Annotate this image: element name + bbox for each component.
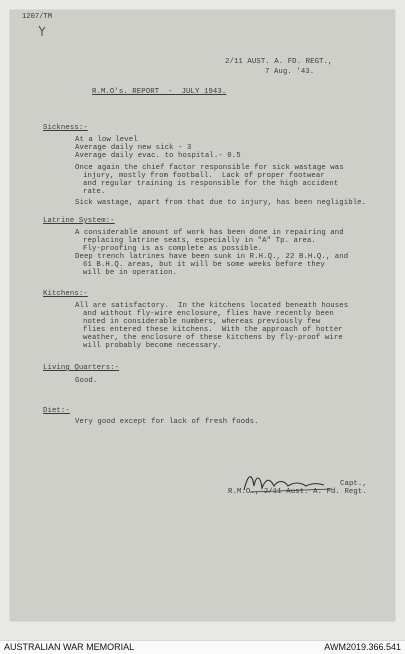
- handwritten-mark: [37, 24, 47, 38]
- diet-heading: Diet:-: [43, 407, 70, 415]
- kitchens-heading: Kitchens:-: [43, 290, 88, 298]
- kitchens-paragraph-line: noted in considerable numbers, whereas previously few: [83, 318, 321, 326]
- sickness-paragraph-line: and regular training is responsible for the high accident: [83, 180, 339, 188]
- sickness-line: At a low level: [75, 136, 138, 144]
- sickness-paragraph-line: Once again the chief factor responsible for sick wastage was: [75, 164, 344, 172]
- sickness-heading: Sickness:-: [43, 124, 88, 132]
- latrine-heading: Latrine System:-: [43, 217, 115, 225]
- living-quarters-text: Good.: [75, 377, 98, 385]
- latrine-paragraph-line: will be in operation.: [83, 269, 178, 277]
- sickness-line: Average daily evac. to hospital.- 0.5: [75, 152, 241, 160]
- unit-header: 2/11 AUST. A. FD. REGT.,: [225, 58, 333, 66]
- kitchens-paragraph-line: and without fly-wire enclosure, flies have recently been: [83, 310, 334, 318]
- latrine-paragraph-line: 61 B.H.Q. areas, but it will be some weeks before they: [83, 261, 325, 269]
- latrine-paragraph-line: replacing latrine seats, especially in "A" Tp. area.: [83, 237, 316, 245]
- signoff-line: R.M.O., 2/11 Aust. A. Fd. Regt.: [228, 488, 367, 496]
- accession-number: AWM2019.366.541: [324, 642, 401, 652]
- archive-footer: [0, 640, 405, 654]
- kitchens-paragraph-line: will probably become necessary.: [83, 342, 222, 350]
- living-quarters-heading: Living Quarters:-: [43, 364, 120, 372]
- latrine-paragraph-line: Deep trench latrines have been sunk in R.H.Q., 22 B.H.Q., and: [75, 253, 349, 261]
- signoff-rank: Capt.,: [340, 480, 367, 488]
- sickness-paragraph-line: injury, mostly from football. Lack of proper footwear: [83, 172, 325, 180]
- kitchens-paragraph-line: weather, the enclosure of these kitchens by fly-proof wire: [83, 334, 343, 342]
- archive-name: AUSTRALIAN WAR MEMORIAL: [4, 642, 135, 652]
- latrine-paragraph-line: A considerable amount of work has been done in repairing and: [75, 229, 344, 237]
- kitchens-paragraph-line: All are satisfactory. In the kitchens located beneath houses: [75, 302, 349, 310]
- document-sheet: [10, 10, 395, 621]
- file-reference: 1207/TM: [22, 13, 53, 21]
- report-title: R.M.O's. REPORT - JULY 1943.: [92, 88, 227, 96]
- sickness-line: Average daily new sick - 3: [75, 144, 192, 152]
- sickness-paragraph-line: rate.: [83, 188, 106, 196]
- latrine-paragraph-line: Fly-proofing is as complete as possible.: [83, 245, 263, 253]
- report-date: 7 Aug. '43.: [265, 68, 315, 76]
- diet-text: Very good except for lack of fresh foods.: [75, 418, 259, 426]
- kitchens-paragraph-line: flies entered these kitchens. With the approach of hotter: [83, 326, 343, 334]
- sickness-paragraph: Sick wastage, apart from that due to injury, has been negligible.: [75, 199, 367, 207]
